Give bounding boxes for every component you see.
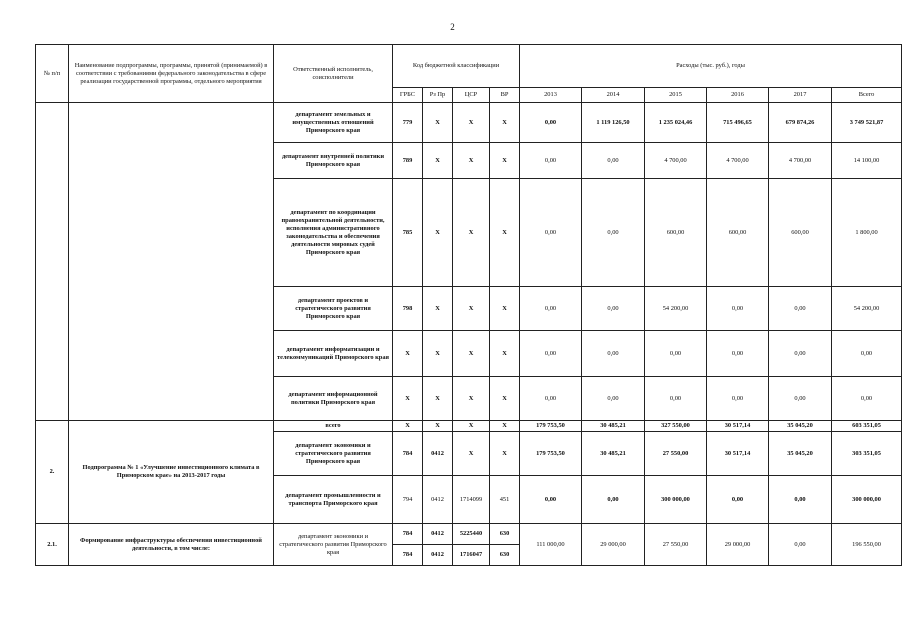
- header-num: № п/п: [36, 45, 69, 103]
- table-row: департамент внутренней политики Приморского края 789 X X X 0,00 0,00 4 700,00 4 700,00 4 700,00 14 100,00: [36, 143, 902, 179]
- header-2013: 2013: [520, 88, 582, 103]
- header-budget-code: Код бюджетной классификации: [393, 45, 520, 88]
- executor-cell: департамент экономики и стратегического развития Приморского края: [274, 432, 393, 476]
- header-expenses: Расходы (тыс. руб.), годы: [520, 45, 902, 88]
- table-row: департамент экономики и стратегического развития Приморского края 784 0412 X X 179 753,50 30 485,21 27 550,00 30 517,14 35 045,20 303 351,05: [36, 432, 902, 476]
- table-row: департамент земельных и имущественных отношений Приморского края 779 X X X 0,00 1 119 126,50 1 235 024,46 715 496,65 679 874,26 3 749 521,87: [36, 103, 902, 143]
- executor-cell: департамент информационной политики Приморского края: [274, 377, 393, 421]
- executor-cell: департамент экономики и стратегического развития Приморского края: [274, 524, 393, 566]
- measure-name: Формирование инфраструктуры обеспечения инвестиционной деятельности, в том числе:: [69, 524, 274, 566]
- header-rzpr: Рз Пр: [423, 88, 453, 103]
- table-row: департамент информатизации и телекоммуникаций Приморского края X X X X 0,00 0,00 0,00 0,00 0,00 0,00: [36, 331, 902, 377]
- budget-table: [35, 44, 902, 566]
- header-executor: Ответственный исполнитель, соисполнители: [274, 45, 393, 103]
- executor-cell: департамент внутренней политики Приморского края: [274, 143, 393, 179]
- executor-cell: всего: [274, 421, 393, 432]
- header-2015: 2015: [645, 88, 707, 103]
- header-name: Наименование подпрограммы, программы, принятой (принимаемой) в соответствии с требованиями федерального законодательства в сфере реализации государственной программы, отдельного мероприятия: [69, 45, 274, 103]
- row-number: 2.1.: [36, 524, 69, 566]
- executor-cell: департамент земельных и имущественных отношений Приморского края: [274, 103, 393, 143]
- executor-cell: департамент информатизации и телекоммуникаций Приморского края: [274, 331, 393, 377]
- executor-cell: департамент по координации правоохранительной деятельности, исполнения административного законодательства и обеспечения деятельности мировых судей Приморского края: [274, 179, 393, 287]
- executor-cell: департамент проектов и стратегического развития Приморского края: [274, 287, 393, 331]
- page-number: 2: [450, 22, 455, 32]
- header-grbs: ГРБС: [393, 88, 423, 103]
- header-total: Всего: [832, 88, 902, 103]
- table-row: департамент по координации правоохранительной деятельности, исполнения административного законодательства и обеспечения деятельности мировых судей Приморского края 785 X X X 0,00 0,00 600,00 600,00 600,00 1 800,00: [36, 179, 902, 287]
- header-2017: 2017: [769, 88, 832, 103]
- executor-cell: департамент промышленности и транспорта Приморского края: [274, 476, 393, 524]
- header-csr: ЦСР: [453, 88, 490, 103]
- header-vr: ВР: [490, 88, 520, 103]
- table-row: департамент информационной политики Приморского края X X X X 0,00 0,00 0,00 0,00 0,00 0,00: [36, 377, 902, 421]
- table-row: департамент промышленности и транспорта Приморского края 794 0412 1714099 451 0,00 0,00 300 000,00 0,00 0,00 300 000,00: [36, 476, 902, 524]
- table-row: департамент проектов и стратегического развития Приморского края 798 X X X 0,00 0,00 54 200,00 0,00 0,00 54 200,00: [36, 287, 902, 331]
- subprogram-name: Подпрограмма № 1 «Улучшение инвестиционного климата в Приморском крае» на 2013-2017 годы: [69, 421, 274, 524]
- table-row: 2. Подпрограмма № 1 «Улучшение инвестиционного климата в Приморском крае» на 2013-2017 годы всего X X X X 179 753,50 30 485,21 327 550,00 30 517,14 35 045,20 603 351,05: [36, 421, 902, 432]
- header-2014: 2014: [582, 88, 645, 103]
- header-2016: 2016: [707, 88, 769, 103]
- row-number: 2.: [36, 421, 69, 524]
- table-row: 2.1. Формирование инфраструктуры обеспечения инвестиционной деятельности, в том числе: департамент экономики и стратегического развития Приморского края 784 0412 5225440 630 111 000,00 29 000,00 27 550,00 29 000,00 0,00 196 550,00: [36, 524, 902, 545]
- table-row: 784 0412 1716047 630: [36, 545, 902, 566]
